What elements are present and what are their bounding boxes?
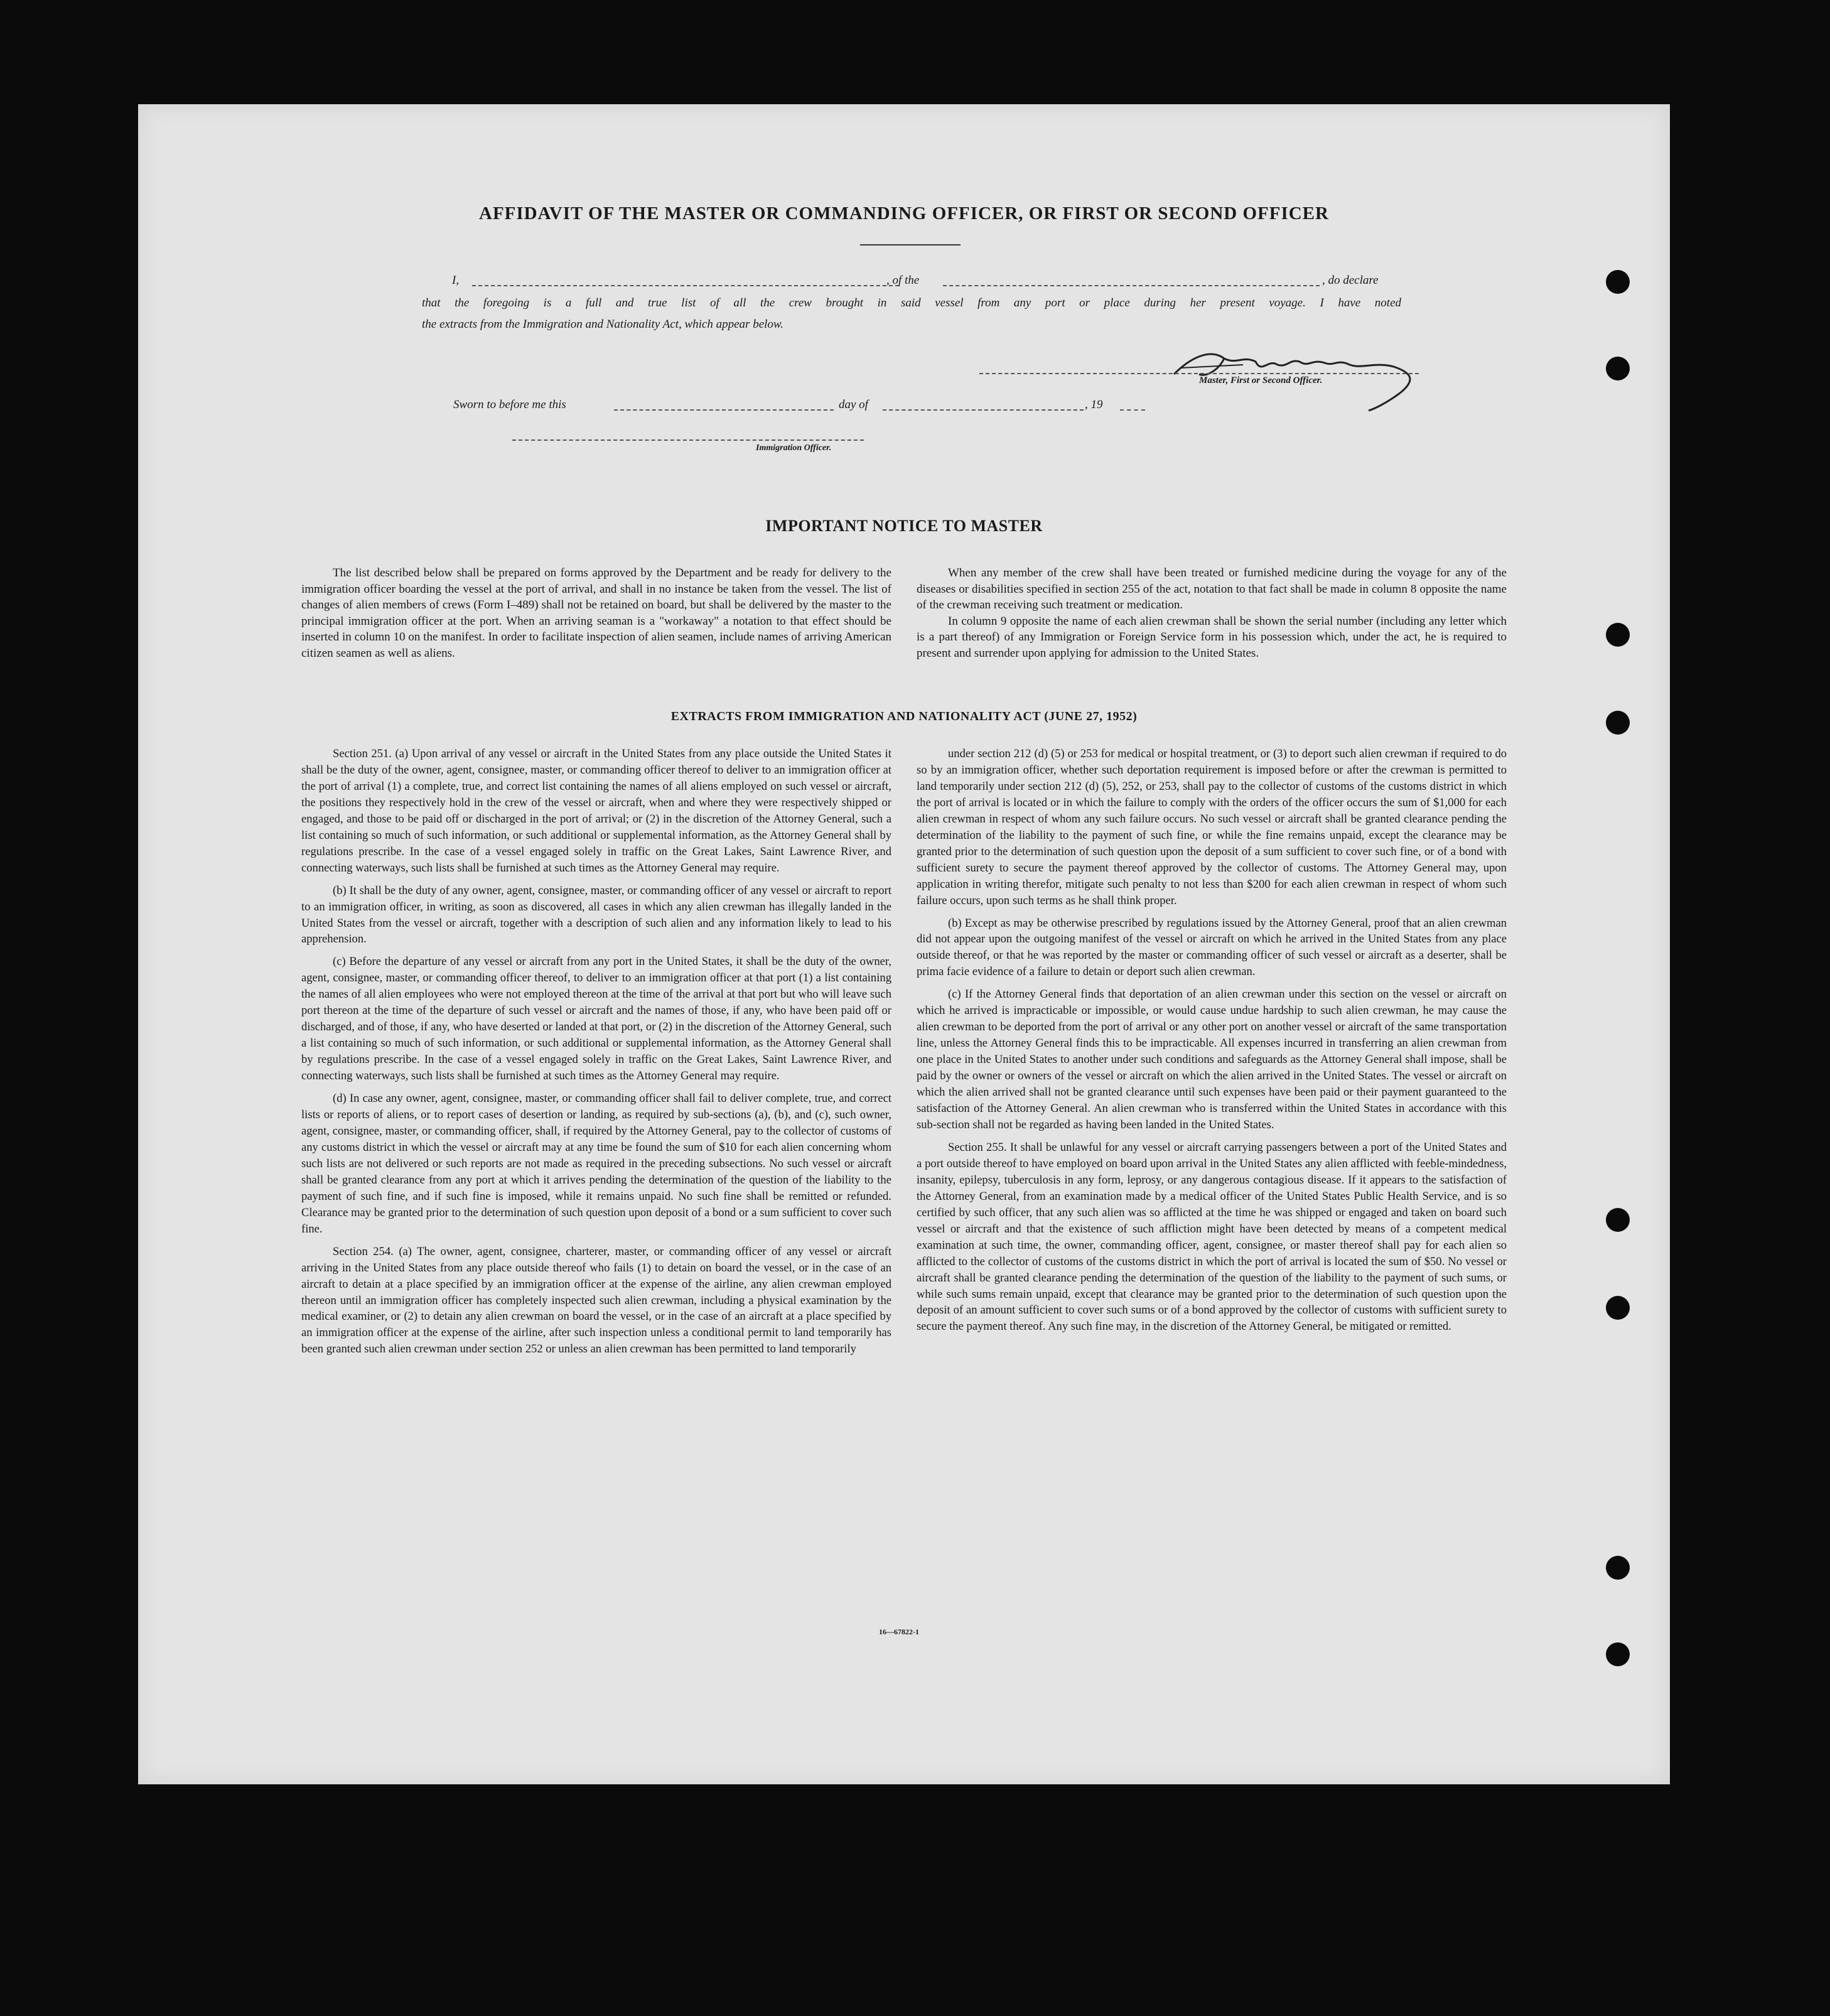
affidavit-of-the-label: , of the: [886, 274, 920, 287]
sworn-month-line[interactable]: [883, 409, 1084, 411]
notice-left-column: [301, 565, 891, 662]
extract-paragraph: (c) If the Attorney General finds that deportation of an alien crewman under this section on the vessel or aircraft on which he arrived is impracticable or impossible, or would cause undue hardship to such alien crewman, he may cause the alien crewman to be deported from the port of arrival or any other port on another vessel or aircraft of the same transportation line, unless the Attorney General finds this to be impracticable. All expenses incurred in transferring an alien crewman from one place in the United States to another under such conditions and safeguards as the Attorney General shall impose, shall be paid by the owner or owners of the vessel or aircraft on which the alien arrived in the United States. The vessel or aircraft on which the alien arrived shall not be granted clearance until such expenses have been paid or their payment guaranteed to the satisfaction of the Attorney General. An alien crewman who is transferred within the United States in accordance with this sub-section shall not be regarded as having been landed in the United States.: [917, 988, 1507, 1131]
extract-paragraph: Section 251. (a) Upon arrival of any vessel or aircraft in the United States from any place outside the United States it shall be the duty of the owner, agent, consignee, master, or commanding officer thereof to deliver to an immigration officer at the port of arrival (1) a complete, true, and correct list containing the names of all aliens employed on such vessel or aircraft, the positions they respectively hold in the crew of the vessel or aircraft, when and where they were respectively shipped or engaged, and those to be paid off or discharged in the port of arrival; or (2) in the discretion of the Attorney General, such a list containing so much of such information, or such additional or supplemental information, as the Attorney General shall by regulations prescribe. In the case of a vessel engaged solely in traffic on the Great Lakes, Saint Lawrence River, and connecting waterways, such lists shall be furnished at such times as the Attorney General may require.: [301, 747, 891, 875]
signature-mark: [1168, 337, 1419, 412]
signature-caption: Master, First or Second Officer.: [1199, 375, 1323, 385]
extracts-right-column: [917, 746, 1507, 1341]
document-page: [138, 104, 1670, 1784]
extracts-left-column: [301, 746, 891, 1364]
punch-hole: [1606, 1556, 1630, 1580]
officer-signature-line[interactable]: [512, 439, 864, 441]
punch-hole: [1606, 1296, 1630, 1320]
notice-paragraph: When any member of the crew shall have been treated or furnished medicine during the voyage for any of the diseases or disabilities specified in section 255 of the act, notation to that fact shall be made in column 8 opposite the name of the crewman receiving such treatment or medication.: [917, 566, 1507, 612]
notice-paragraph: The list described below shall be prepared on forms approved by the Department and be ready for delivery to the immigration officer boarding the vessel at the port of arrival, and shall in no instance be taken from the vessel. The list of changes of alien members of crews (Form I–489) shall not be retained on board, but shall be delivered by the master to the principal immigration officer at the port. When an arriving seaman is a "workaway" a notation to that effect should be inserted in column 10 on the manifest. In order to facilitate inspection of alien seamen, include names of arriving American citizen seamen as well as aliens.: [301, 566, 891, 660]
extract-paragraph: (b) It shall be the duty of any owner, agent, consignee, master, or commanding officer of any vessel or aircraft to report to an immigration officer, in writing, as soon as discovered, all cases in which any alien crewman has illegally landed in the United States from the vessel or aircraft, together with a description of such alien and any information likely to lead to his apprehension.: [301, 883, 891, 946]
punch-hole: [1606, 357, 1630, 380]
affidavit-title: AFFIDAVIT OF THE MASTER OR COMMANDING OFFICER, OR FIRST OR SECOND OFFICER: [479, 203, 1329, 224]
title-underline: [860, 244, 961, 245]
year-label: , 19: [1085, 398, 1103, 411]
extracts-heading: EXTRACTS FROM IMMIGRATION AND NATIONALITY ACT (JUNE 27, 1952): [670, 709, 1138, 723]
sworn-label: Sworn to before me this: [453, 398, 566, 411]
affidavit-declaration-line: that the foregoing is a full and true list of all the crew brought in said vessel from any port or place during her present voyage. I have noted: [422, 296, 1401, 310]
signature-line[interactable]: [979, 373, 1419, 374]
sworn-day-line[interactable]: [614, 409, 834, 411]
affidavit-do-declare-label: , do declare: [1322, 274, 1379, 287]
punch-hole: [1606, 1208, 1630, 1232]
form-code: 16—67822-1: [879, 1627, 919, 1636]
punch-hole: [1606, 1642, 1630, 1666]
extract-paragraph: (d) In case any owner, agent, consignee, master, or commanding officer shall fail to deliver complete, true, and correct lists or reports of aliens, or to report cases of desertion or landing, as required by sub-sections (a), (b), and (c), such owner, agent, consignee, master, or commanding officer, shall, if required by the Attorney General, pay to the collector of customs of any customs district in which the vessel or aircraft may at any time be found the sum of $10 for each alien concerning whom such lists are not delivered or such reports are not made as required in the preceding subsections. No such vessel or aircraft shall be granted clearance from any port at which it arrives pending the determination of the question of the liability to the payment of such fine, and if such fine is imposed, while it remains unpaid. No such fine shall be remitted or refunded. Clearance may be granted prior to the determination of such question upon deposit of a bond or a sum sufficient to cover such fine.: [301, 1092, 891, 1236]
punch-hole: [1606, 270, 1630, 294]
extract-paragraph: Section 254. (a) The owner, agent, consignee, charterer, master, or commanding officer of any vessel or aircraft arriving in the United States from any place outside thereof who fails (1) to detain on board the vessel, or in the case of an aircraft to detain at a place specified by an immigration officer at the expense of the airline, any alien crewman employed thereon until an immigration officer has completely inspected such alien crewman, including a physical examination by the medical examiner, or (2) to detain any alien crewman on board the vessel, or in the case of an aircraft at a place specified by an immigration officer at the expense of the airline, after such inspection unless a conditional permit to land temporarily has been granted such alien crewman under section 252 or unless an alien crewman has been permitted to land temporarily: [301, 1244, 891, 1356]
extract-paragraph: Section 255. It shall be unlawful for any vessel or aircraft carrying passengers between a port of the United States and a port outside thereof to have employed on board upon arrival in the United States any alien afflicted with feeble-mindedness, insanity, epilepsy, tuberculosis in any form, leprosy, or any dangerous contagious disease. If it appears to the satisfaction of the Attorney General, from an examination made by a medical officer of the United States Public Health Service, and is so certified by such officer, that any such alien was so afflicted at the time he was shipped or engaged and taken on board such vessel or aircraft and that the existence of such affliction might have been detected by means of a competent medical examination at such time, the owner, commanding officer, agent, consignee, or master thereof shall pay for each alien so afflicted to the collector of customs of the customs district in which the port of arrival is located the sum of $50. No vessel or aircraft shall be granted clearance pending the determination of the question of the liability to the payment of such sums, or while such sums remain unpaid, except that clearance may be granted prior to the determination of such question upon the deposit of an amount sufficient to cover such sums or of a bond approved by the collector of customs with sufficient surety to secure the payment thereof. Any such fine may, in the discretion of the Attorney General, be mitigated or remitted.: [917, 1140, 1507, 1334]
year-field-line[interactable]: [1120, 409, 1145, 411]
notice-paragraph: In column 9 opposite the name of each alien crewman shall be shown the serial number (including any letter which is a part thereof) of any Immigration or Foreign Service form in his possession which, under the act, he is required to present and surrender upon applying for admission to the United States.: [917, 614, 1507, 660]
notice-heading: IMPORTANT NOTICE TO MASTER: [765, 517, 1043, 535]
extract-paragraph: under section 212 (d) (5) or 253 for medical or hospital treatment, or (3) to deport such alien crewman if required to do so by an immigration officer, whether such deportation requirement is imposed before or after the crewman is permitted to land temporarily under section 212 (d) (5), 252, or 253, shall pay to the collector of customs of the customs district in which the port of arrival is located or in which the failure to comply with the orders of the officer occurs the sum of $1,000 for each alien crewman in respect of whom any such failure occurs. No such vessel or aircraft shall be granted clearance pending the determination of the liability to the payment of such fine, or while the fine remains unpaid, except the clearance may be granted prior to the determination of such question upon the deposit of a sum sufficient to cover such fine, or of a bond with sufficient surety to secure the payment thereof approved by the collector of customs. The Attorney General may, upon application in writing therefor, mitigate such penalty to not less than $200 for each alien crewman in respect of whom such failure occurs, upon such terms as he shall think proper.: [917, 747, 1507, 907]
punch-hole: [1606, 623, 1630, 647]
extract-paragraph: (b) Except as may be otherwise prescribed by regulations issued by the Attorney General, proof that an alien crewman did not appear upon the outgoing manifest of the vessel or aircraft on which he arrived in the United States from any place outside thereof, or that he was reported by the master or commanding officer of such vessel or aircraft as a deserter, shall be prima facie evidence of a failure to detain or deport such alien crewman.: [917, 916, 1507, 979]
extract-paragraph: (c) Before the departure of any vessel or aircraft from any port in the United States, it shall be the duty of the owner, agent, consignee, master, or commanding officer thereof, to deliver to an immigration officer at that port (1) a list containing the names of all alien employees who were not employed thereon at the time of the arrival at that port but who will leave such port thereon at the time of the departure of such vessel or aircraft and the names of those, if any, who have been paid off or discharged, and of those, if any, who have deserted or landed at that port, or (2) in the discretion of the Attorney General, such a list containing so much of such information, or such additional or supplemental information, as the Attorney General shall by regulations prescribe. In the case of a vessel engaged solely in traffic on the Great Lakes, Saint Lawrence River, and connecting waterways, such lists shall be furnished at such times as the Attorney General may require.: [301, 955, 891, 1083]
affidavit-i-label: I,: [452, 274, 460, 287]
day-of-label: day of: [839, 398, 868, 411]
name-field-line[interactable]: [472, 285, 899, 286]
officer-caption: Immigration Officer.: [756, 443, 832, 453]
vessel-field-line[interactable]: [943, 285, 1320, 286]
affidavit-declaration-line: the extracts from the Immigration and Nationality Act, which appear below.: [422, 318, 783, 331]
notice-right-column: [917, 565, 1507, 662]
